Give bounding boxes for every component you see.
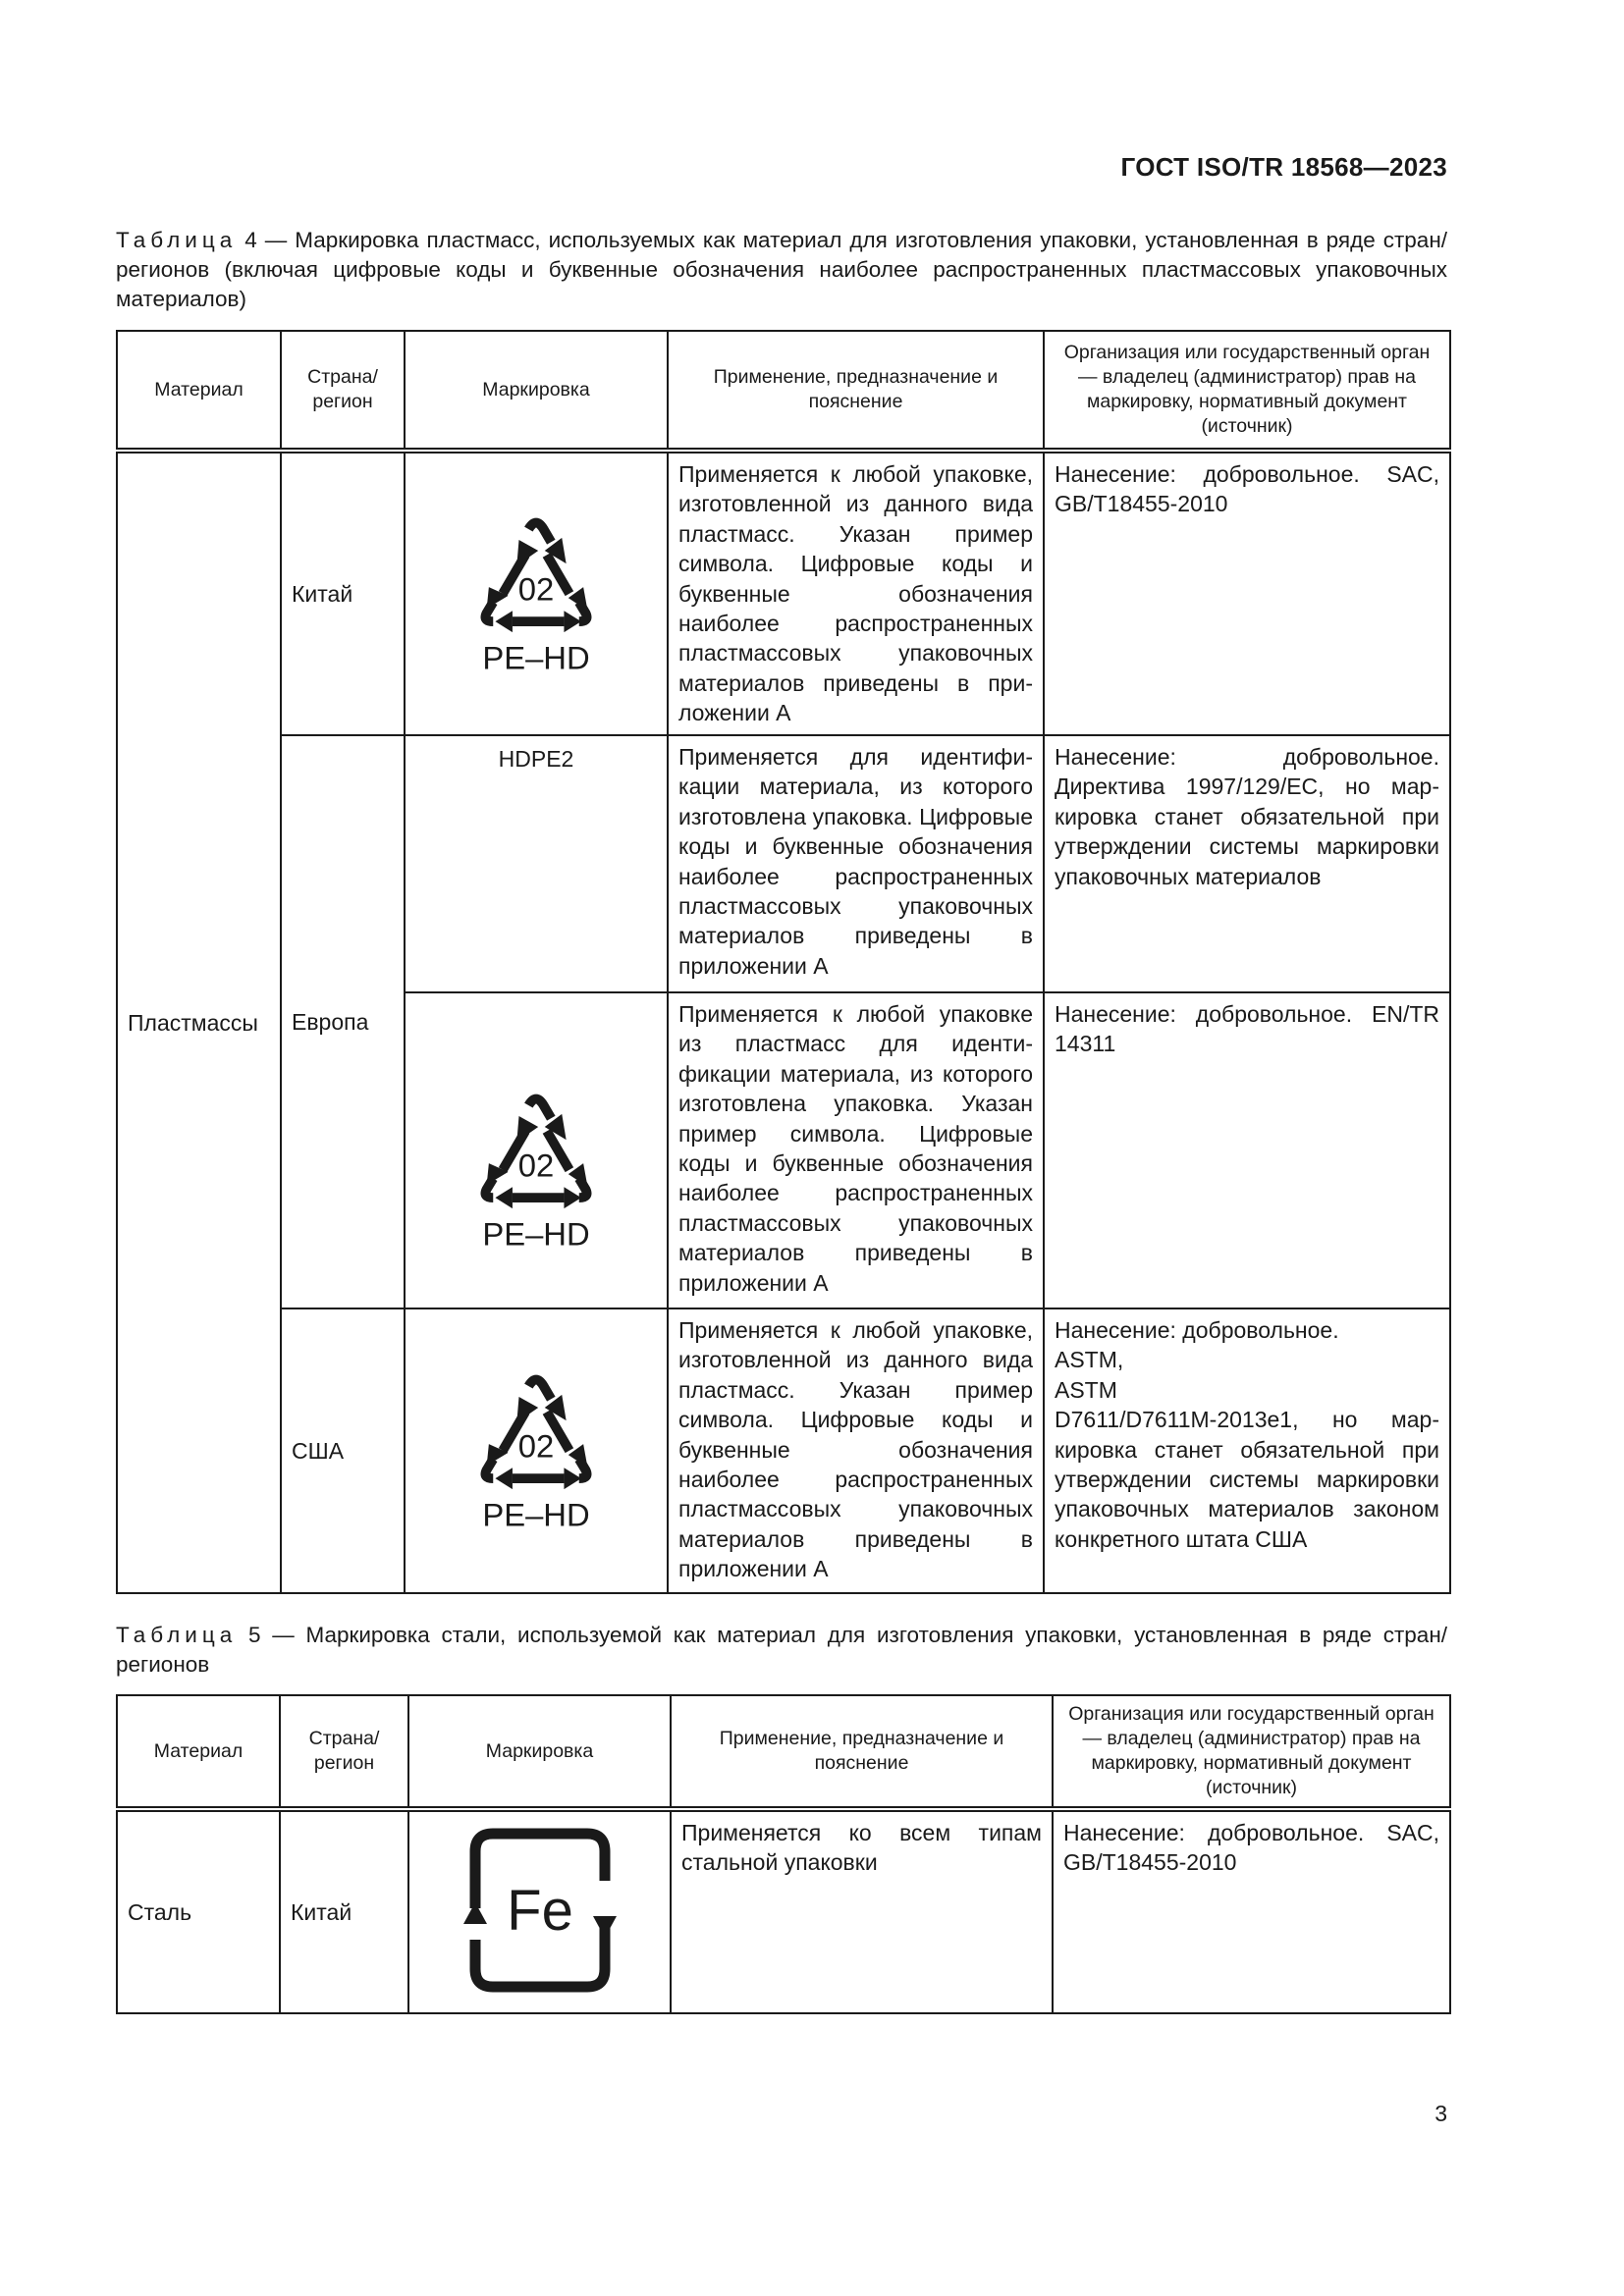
table4-header-application: Применение, предназначение и пояснение (668, 331, 1044, 451)
table-row (117, 1809, 1450, 2013)
symbol-abbr: PE–HD (482, 1215, 590, 1253)
table5-header-owner: Организация или государственный орган — владелец (администратор) прав на маркировку, нормативный документ (источник) (1053, 1695, 1450, 1809)
owner-cell: Нанесение: добровольное. Директива 1997/129/EC, но маркировка станет обязательной при утверждении системы маркировки упаковочных материалов (1044, 735, 1450, 992)
country-cell: Китай (280, 1809, 408, 2013)
country-cell: Китай (281, 451, 405, 735)
table5-caption (116, 1621, 1447, 1680)
symbol-abbr: PE–HD (482, 1496, 590, 1533)
table5 (116, 1694, 1451, 2014)
table5-caption-text: 5 — Маркировка стали, используемой как материал для изготовления упаковки, установленная в ряде стран/регионов (116, 1623, 1447, 1677)
marking-cell (405, 1308, 668, 1593)
application-cell: Применяется для идентификации материала, из которого изготовлена упаковка. Цифровые коды и буквенные обозначения наиболее распространенных пластмассовых упаковочных материалов приведены в приложении А (668, 735, 1044, 992)
table5-header-application: Применение, предназначение и пояснение (671, 1695, 1053, 1809)
recycling-triangle-icon (462, 506, 610, 677)
recycling-triangle-icon (462, 1362, 610, 1534)
owner-line: ASTM, (1055, 1347, 1124, 1373)
table5-header-country: Страна/ регион (280, 1695, 408, 1809)
owner-line: ASTM (1055, 1376, 1117, 1403)
table4-header-row (117, 331, 1450, 451)
page-number: 3 (1435, 2101, 1447, 2126)
application-cell: Применяется к любой упаковке, изготовленной из данного вида пластмасс. Указан пример символа. Цифровые коды и буквенные обозначения наиболее распространенных пластмассовых упаковочных материалов приведены в приложении А (668, 451, 1044, 735)
table-row (117, 735, 1450, 992)
owner-cell: Нанесение: добровольное. SAC, GB/T18455-2010 (1044, 451, 1450, 735)
table4-header-owner: Организация или государственный орган — владелец (администратор) прав на маркировку, нормативный документ (источник) (1044, 331, 1450, 451)
owner-line: D7611/D7611M-2013e1, но маркировка станет обязательной при утверждении системы маркировки упаковочных материалов законом конкретного штата США (1055, 1407, 1439, 1552)
table4-caption (116, 226, 1447, 314)
owner-line: Нанесение: добровольное. (1055, 1317, 1339, 1343)
table5-caption-label: Таблица (116, 1623, 238, 1647)
table-row (117, 1308, 1450, 1593)
application-cell: Применяется ко всем типам стальной упаковки (671, 1809, 1053, 2013)
table4-header-country: Страна/ регион (281, 331, 405, 451)
table5-header-material: Материал (117, 1695, 280, 1809)
table4-header-marking: Маркировка (405, 331, 668, 451)
marking-cell (405, 451, 668, 735)
table4-header-material: Материал (117, 331, 281, 451)
symbol-code: 02 (517, 570, 555, 608)
marking-cell (408, 1809, 671, 2013)
owner-cell: Нанесение: добровольное. EN/TR 14311 (1044, 992, 1450, 1308)
application-cell: Применяется к любой упаковке, изготовленной из данного вида пластмасс. Указан пример символа. Цифровые коды и буквенные обозначения наиболее распространенных пластмассовых упаковочных материалов приведены в приложении А (668, 1308, 1044, 1593)
owner-cell: Нанесение: добровольное. SAC, GB/T18455-2010 (1053, 1809, 1450, 2013)
symbol-code: Fe (506, 1878, 573, 1943)
table-row (117, 451, 1450, 735)
symbol-code: 02 (517, 1147, 555, 1184)
recycling-triangle-icon (462, 1082, 610, 1254)
standard-code: ГОСТ ISO/TR 18568—2023 (1120, 152, 1447, 182)
table5-header-marking: Маркировка (408, 1695, 671, 1809)
steel-recycling-icon (452, 1822, 628, 1999)
material-cell: Пластмассы (117, 451, 281, 1593)
table4 (116, 330, 1451, 1594)
marking-text-cell: HDPE2 (405, 735, 668, 992)
country-cell: Европа (281, 735, 405, 1308)
symbol-code: 02 (517, 1427, 555, 1465)
marking-cell (405, 992, 668, 1308)
symbol-abbr: PE–HD (482, 639, 590, 676)
table4-caption-text: 4 — Маркировка пластмасс, используемых как материал для изготовления упаковки, установленная в ряде стран/регионов (включая цифровые коды и буквенные обозначения наиболее распространенных пластмассовых упаковочных материалов) (116, 228, 1447, 311)
table4-caption-label: Таблица (116, 228, 238, 252)
table5-header-row (117, 1695, 1450, 1809)
country-cell: США (281, 1308, 405, 1593)
material-cell: Сталь (117, 1809, 280, 2013)
owner-cell (1044, 1308, 1450, 1593)
application-cell: Применяется к любой упаковке из пластмасс для идентификации материала, из которого изготовлена упаковка. Указан пример символа. Цифровые коды и буквенные обозначения наиболее распространенных пластмассовых упаковочных материалов приведены в приложении А (668, 992, 1044, 1308)
